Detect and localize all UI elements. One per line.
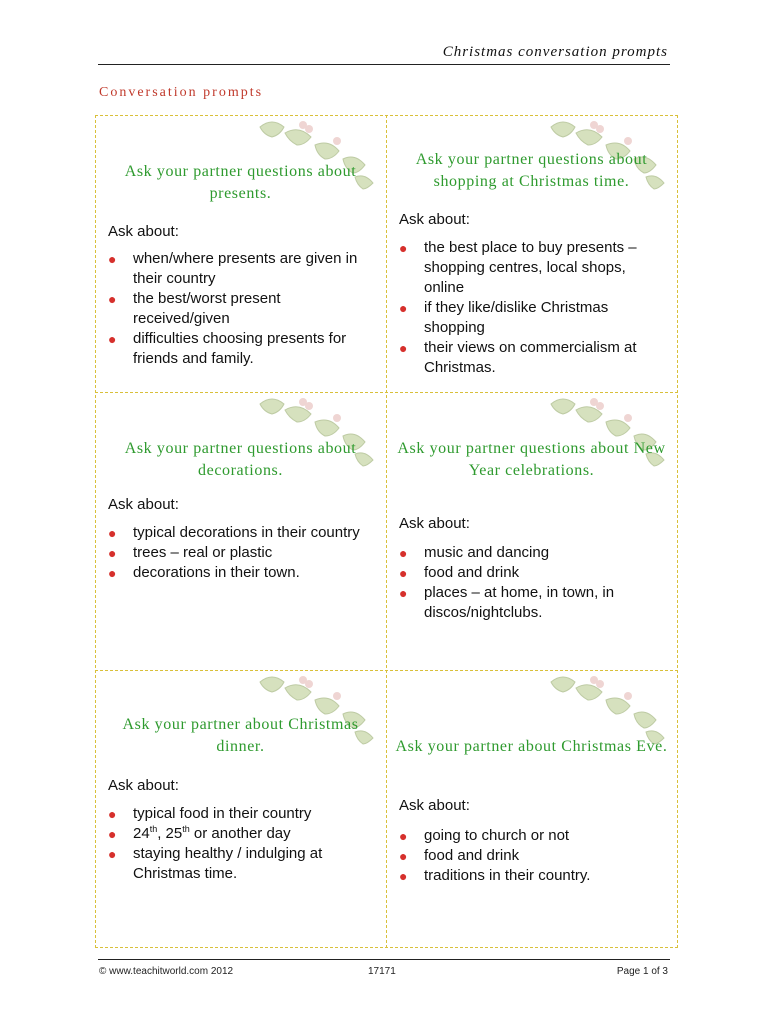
bullet-icon: ● (399, 340, 408, 356)
card-grid (95, 115, 678, 948)
list-item (108, 523, 374, 543)
bullet-icon: ● (108, 565, 117, 581)
list-item-text: going to church or not (424, 827, 570, 844)
list-item-text: food and drink (424, 847, 520, 864)
card-question: Ask your partner questions about decorations. (124, 440, 357, 479)
prompt-card-presents (95, 115, 386, 392)
bullet-icon: ● (399, 848, 408, 864)
list-item (399, 846, 665, 866)
list-item-text: 24th, 25th or another day (133, 824, 291, 842)
list-item (108, 844, 374, 884)
list-item (108, 563, 374, 583)
bullet-icon: ● (399, 300, 408, 316)
list-item-text: typical decorations in their country (133, 524, 360, 541)
card-question: Ask your partner about Christmas Eve. (395, 738, 668, 755)
footer-rule (98, 959, 670, 960)
list-item-text: decorations in their town. (133, 564, 300, 581)
bullet-icon: ● (108, 291, 117, 307)
list-item-text: when/where presents are given in their country (133, 250, 358, 287)
list-item-text: their views on commercialism at Christmas. (424, 339, 637, 376)
bullet-icon: ● (399, 868, 408, 884)
list-item (399, 583, 665, 623)
list-item (108, 289, 374, 329)
list-item (399, 338, 665, 378)
prompt-list (399, 543, 665, 623)
list-item (399, 563, 665, 583)
bullet-icon: ● (108, 826, 117, 842)
ask-about-label: Ask about: (399, 797, 470, 814)
bullet-icon: ● (108, 846, 117, 862)
list-item-text: places – at home, in town, in discos/nightclubs. (424, 584, 615, 621)
list-item (399, 866, 665, 886)
footer-resource-code: 17171 (368, 966, 396, 977)
card-question: Ask your partner questions about shopping at Christmas time. (415, 151, 648, 190)
list-item (399, 826, 665, 846)
list-item-text: food and drink (424, 564, 520, 581)
prompt-card-new-year (386, 392, 677, 669)
ask-about-label: Ask about: (108, 496, 179, 513)
prompt-list (399, 826, 665, 886)
list-item (108, 249, 374, 289)
list-item-text: difficulties choosing presents for friends and family. (133, 330, 347, 367)
list-item (108, 543, 374, 563)
ask-about-label: Ask about: (399, 515, 470, 532)
section-title: Conversation prompts (99, 85, 264, 100)
prompt-list (108, 523, 374, 583)
list-item-text: typical food in their country (133, 805, 312, 822)
bullet-icon: ● (399, 585, 408, 601)
prompt-card-christmas-eve (386, 670, 677, 947)
bullet-icon: ● (108, 545, 117, 561)
list-item-text: if they like/dislike Christmas shopping (424, 299, 609, 336)
prompt-card-shopping (386, 115, 677, 392)
card-question: Ask your partner questions about New Year celebrations. (397, 440, 666, 479)
prompt-card-decorations (95, 392, 386, 669)
card-question: Ask your partner questions about presents. (124, 163, 357, 202)
prompt-list (399, 238, 665, 378)
bullet-icon: ● (399, 240, 408, 256)
list-item (399, 543, 665, 563)
list-item-text: staying healthy / indulging at Christmas time. (133, 845, 323, 882)
bullet-icon: ● (108, 525, 117, 541)
ask-about-label: Ask about: (399, 211, 470, 228)
bullet-icon: ● (399, 565, 408, 581)
list-item (399, 298, 665, 338)
prompt-card-christmas-dinner (95, 670, 386, 947)
list-item (108, 329, 374, 369)
list-item (108, 804, 374, 824)
header-rule (98, 64, 670, 65)
prompt-list (108, 804, 374, 884)
list-item-text: trees – real or plastic (133, 544, 273, 561)
card-question: Ask your partner about Christmas dinner. (122, 716, 359, 755)
bullet-icon: ● (399, 545, 408, 561)
list-item (399, 238, 665, 298)
ask-about-label: Ask about: (108, 223, 179, 240)
ask-about-label: Ask about: (108, 777, 179, 794)
list-item-text: traditions in their country. (424, 867, 591, 884)
bullet-icon: ● (399, 828, 408, 844)
list-item-text: the best place to buy presents – shopping centres, local shops, online (424, 239, 637, 296)
bullet-icon: ● (108, 806, 117, 822)
page-header-title: Christmas conversation prompts (442, 44, 668, 60)
footer-page-number: Page 1 of 3 (616, 966, 668, 977)
list-item-text: the best/worst present received/given (133, 290, 281, 327)
bullet-icon: ● (108, 331, 117, 347)
list-item (108, 824, 374, 844)
list-item-text: music and dancing (424, 544, 550, 561)
bullet-icon: ● (108, 251, 117, 267)
prompt-list (108, 249, 374, 369)
footer-copyright: © www.teachitworld.com 2012 (99, 966, 234, 977)
